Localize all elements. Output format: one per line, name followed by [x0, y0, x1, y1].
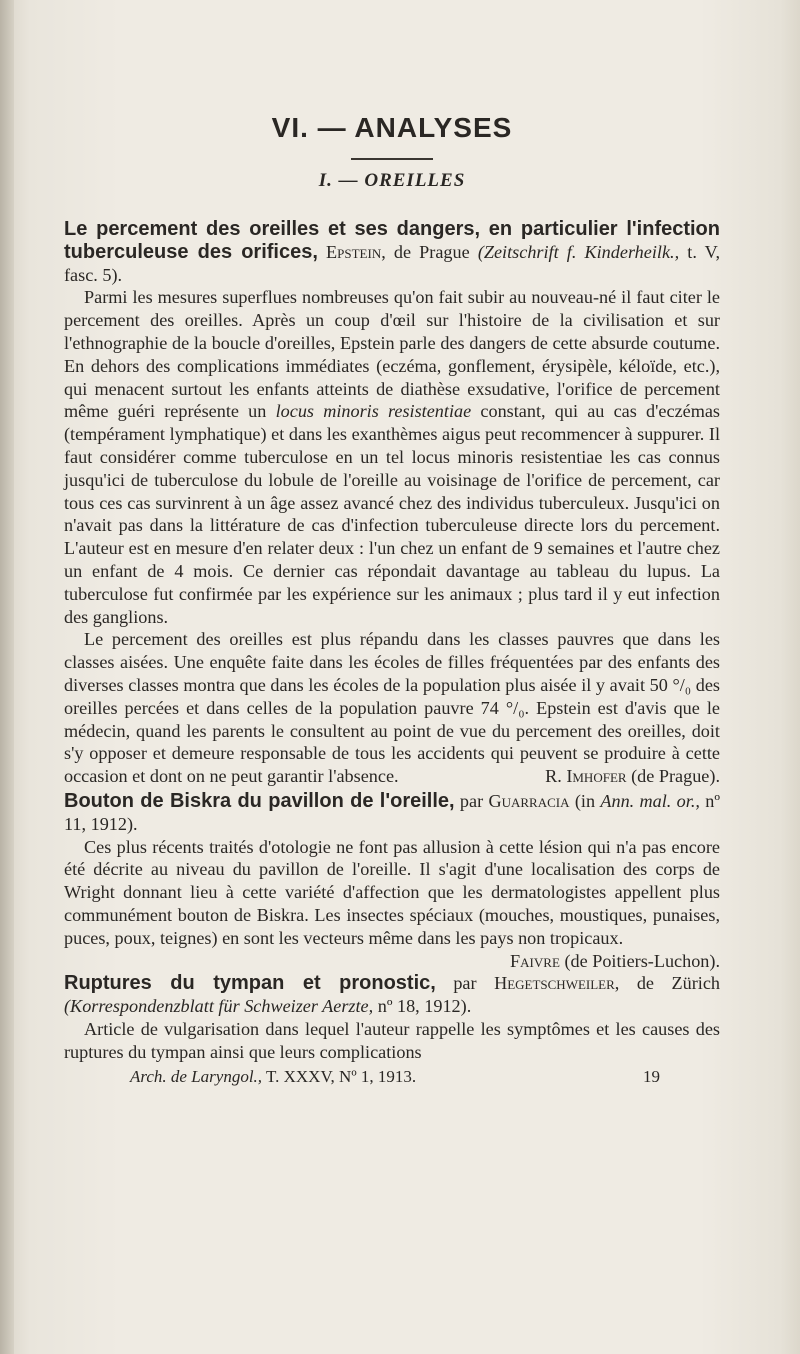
page-footer [64, 1067, 720, 1087]
article1-reviewer: R. Imhofer [545, 766, 627, 787]
book-spine-shadow [0, 0, 14, 1354]
section-title: I. — OREILLES [318, 170, 466, 191]
article1-paragraph1 [64, 286, 720, 628]
article3-paragraph: Article de vulgarisation dans lequel l'auteur rappelle les symptômes et les causes des ruptures du tympan ainsi que leurs complications [64, 1018, 720, 1062]
article3-by: par [435, 973, 495, 994]
article3-source-journal: (Korrespondenzblatt für Schweizer Aerzte, [64, 996, 374, 1017]
article2-paragraph-text: Ces plus récents traités d'otologie ne font pas allusion à cette lésion qui n'a pas encore été décrite au niveau du pavillon de l'oreille. Il s'agit d'une localisation des corps de Wright donnant lieu à cette variété d'affection que les dermatologistes appellent plus communément bouton de Biskra. Les insectes spéciaux (mouches, moustiques, punaises, puces, poux, teignes) en sont les vecteurs même dans les pays non tropicaux. [64, 836, 720, 948]
article2-author: Guarracia [488, 790, 570, 811]
article2-heading [64, 790, 720, 836]
article1-title: Le percement des oreilles et ses dangers, en particulier l'infection tuberculeuse des orifices, [64, 218, 720, 263]
article1-paragraph1-text: Parmi les mesures superflues nombreuses qu'on fait subir au nouveau-né il faut citer le percement des oreilles. Après un coup d'œil sur l'histoire de la civilisation et sur l'ethnographie de la boucle d'oreilles, Epstein parle des dangers de cette absurde coutume. En dehors des complications immédiates (eczéma, gonflement, érysipèle, kéloïde, etc.), qui menacent surtout les enfants atteints de diathèse exsudative, l'orifice de percement même guéri représente un [64, 287, 720, 422]
article1-author: Epstein [326, 241, 382, 262]
article3-heading [64, 972, 720, 1018]
article1-paragraph2-text: Le percement des oreilles est plus répandu dans les classes pauvres que dans les classes aisées. Une enquête faite dans les écoles de filles fréquentées par des enfants des diverses classes montra que dans les écoles de la population plus aisée il y avait 50 °/₀ des oreilles percées et dans celles de la population pauvre 74 °/₀. Epstein est d'avis que le médecin, quand les parents le consultent au point de vue du percement des oreilles, doit s'y opposer et demeure responsable de tous les accidents qui peuvent se produire à cette occasion et dont on ne peut garantir l'absence. [64, 629, 720, 787]
article3-author-place: , de Zürich [614, 973, 720, 994]
page-number: 19 [643, 1067, 660, 1087]
article2-title: Bouton de Biskra du pavillon de l'oreille, [64, 789, 455, 812]
article1-paragraph2 [64, 628, 720, 788]
footer-journal: Arch. de Laryngol., [130, 1067, 263, 1087]
title-rule [351, 158, 433, 160]
article1-latin-term: locus minoris resistentiae [275, 401, 472, 422]
page-content [64, 112, 720, 1087]
article2-paragraph [64, 836, 720, 971]
article2-by: par [454, 790, 489, 811]
article2-reviewer-place: (de Poitiers-Luchon). [559, 950, 720, 971]
chapter-title: VI. — ANALYSES [271, 112, 513, 143]
article3-source-detail: nº 18, 1912). [373, 996, 472, 1017]
article1-reviewer-place: (de Prague). [626, 766, 720, 787]
footer-citation [130, 1067, 416, 1087]
article2-source-detail: nº 11, 1912). [64, 790, 720, 834]
article3-title: Ruptures du tympan et pronostic, [64, 972, 436, 995]
article2-source-pre: (in [574, 790, 601, 811]
article1-paragraph1-cont: constant, qui au cas d'eczémas (tempérament lymphatique) et dans les exanthèmes aigus peut recommencer à suppurer. Il faut considérer comme tuberculose en un tel locus minoris resistentiae les cas connus jusqu'ici de tuberculose du lobule de l'oreille au voisinage de l'orifice de percement, car tous ces cas survinrent à un âge assez avancé chez des individus tuberculeux. Jusqu'ici on n'avait pas dans la littérature de cas d'infection tuberculeuse directe lors du percement. L'auteur est en mesure d'en relater deux : l'un chez un enfant de 9 semaines et l'autre chez un enfant de 4 mois. Ce dernier cas répondait davantage au tableau du lupus. La tuberculose fut confirmée par les expérience sur les animaux ; plus tard il y eut infection des ganglions. [64, 401, 721, 627]
article1-source-detail: t. V, fasc. 5). [64, 241, 720, 285]
footer-volume: T. XXXV, Nº 1, 1913. [262, 1067, 417, 1087]
article3-author: Hegetschweiler [494, 973, 615, 994]
article1-heading [64, 218, 720, 286]
article1-signature [525, 765, 720, 788]
article2-reviewer: Faivre [510, 950, 560, 971]
article2-signature [490, 950, 720, 973]
article1-source-journal: (Zeitschrift f. Kinderheilk., [477, 241, 680, 262]
article2-source-journal: Ann. mal. or., [600, 790, 700, 811]
article1-author-place: , de Prague [381, 241, 470, 262]
